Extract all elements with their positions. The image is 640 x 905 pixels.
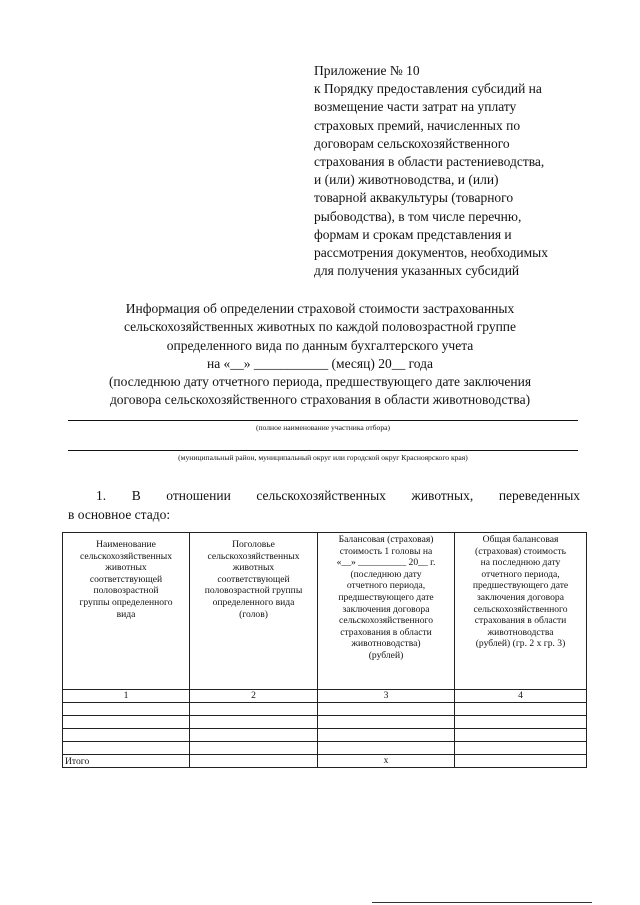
header-line: заключения договора	[477, 591, 564, 603]
appendix-line: для получения указанных субсидий	[314, 263, 520, 279]
header-line: страхования в области	[340, 626, 432, 638]
table-cell	[63, 742, 190, 755]
appendix-line: товарной аквакультуры (товарного	[314, 190, 514, 206]
header-line: Поголовье	[232, 539, 275, 550]
header-line: (рублей)	[368, 649, 404, 661]
appendix-line: к Порядку предоставления субсидий на	[314, 81, 542, 97]
header-line: заключения договора	[342, 603, 430, 615]
paragraph-word: переведенных	[498, 488, 581, 503]
header-line: Общая балансовая	[482, 534, 559, 545]
total-row	[63, 755, 587, 768]
header-total-value	[455, 533, 587, 690]
district-caption: (муниципальный район, муниципальный округ или городской округ Красноярского края)	[178, 453, 468, 462]
column-number: 1	[63, 690, 190, 703]
title-line: определенного вида по данным бухгалтерского учета	[166, 337, 474, 353]
header-line: Наименование	[96, 539, 156, 550]
appendix-line: возмещение части затрат на уплату	[314, 99, 517, 115]
paragraph-word: сельскохозяйственных	[256, 488, 386, 503]
header-line: группы определенного	[79, 596, 173, 608]
table-cell	[63, 703, 190, 716]
appendix-line: страховых премий, начисленных по	[314, 117, 521, 133]
header-name	[63, 533, 190, 690]
appendix-line: страхования в области растениеводства,	[314, 154, 545, 170]
table-cell	[318, 742, 455, 755]
header-line: сельскохозяйственного	[338, 615, 434, 627]
header-line: сельскохозяйственного	[473, 603, 568, 615]
page-bottom-rule	[372, 902, 592, 903]
title-line: сельскохозяйственных животных по каждой половозрастной группе	[123, 319, 517, 335]
header-line: половозрастной	[93, 585, 159, 597]
table-cell	[455, 729, 587, 742]
paragraph-line-2: в основное стадо:	[68, 507, 171, 522]
participant-caption: (полное наименование участника отбора)	[255, 423, 391, 432]
header-line: предшествующего дате	[472, 580, 569, 592]
header-line: (голов)	[239, 608, 268, 620]
appendix-line: формам и срокам представления и	[314, 226, 512, 242]
header-line: на последнюю дату	[480, 557, 561, 569]
appendix-line: и (или) животноводства, и (или)	[314, 172, 499, 188]
header-line: страхования в области	[474, 615, 567, 627]
total-x-mark: х	[318, 755, 455, 768]
document-title	[60, 300, 580, 410]
table-cell	[63, 716, 190, 729]
table-cell	[455, 755, 587, 768]
header-line: соответствующей	[217, 573, 290, 585]
appendix-line: договорам сельскохозяйственного	[314, 135, 510, 151]
table-cell	[190, 729, 318, 742]
table-cell	[63, 729, 190, 742]
title-line: Информация об определении страховой стоимости застрахованных	[125, 301, 515, 316]
appendix-line: рассмотрения документов, необходимых	[314, 245, 548, 261]
table-cell	[455, 742, 587, 755]
table-cell	[190, 755, 318, 768]
paragraph-word: В	[131, 488, 141, 503]
header-line: животноводства	[487, 626, 554, 638]
header-line: животных	[105, 562, 147, 574]
header-line: животных	[232, 562, 275, 574]
section-paragraph	[68, 486, 580, 524]
header-line: половозрастной группы	[204, 585, 303, 597]
header-line: сельскохозяйственных	[79, 550, 173, 562]
table-cell	[190, 742, 318, 755]
table-cell	[190, 703, 318, 716]
table-row	[63, 703, 587, 716]
header-line: стоимость 1 головы на	[339, 545, 433, 557]
total-label: Итого	[63, 755, 190, 768]
column-number-row	[63, 690, 587, 703]
table-row	[63, 742, 587, 755]
header-line: определенного вида	[212, 596, 295, 608]
header-line: сельскохозяйственных	[207, 550, 300, 562]
table-cell	[455, 716, 587, 729]
participant-fill-line	[68, 420, 578, 421]
header-line: соответствующей	[89, 573, 163, 585]
column-number: 4	[455, 690, 587, 703]
table-row	[63, 716, 587, 729]
header-line: животноводства)	[351, 638, 421, 650]
title-line: договора сельскохозяйственного страхования в области животноводства)	[109, 392, 531, 408]
header-line: отчетного периода,	[346, 580, 426, 592]
header-line: Балансовая (страховая)	[338, 534, 434, 545]
header-headcount	[190, 533, 318, 690]
table-cell	[455, 703, 587, 716]
paragraph-word: животных,	[411, 488, 474, 503]
paragraph-line-1	[68, 486, 580, 505]
header-line: (страховая) стоимость	[475, 545, 566, 557]
district-fill-line	[68, 450, 578, 451]
table-cell	[318, 703, 455, 716]
table-cell	[190, 716, 318, 729]
header-line: (последнюю дату	[350, 568, 422, 580]
header-line: (рублей) (гр. 2 х гр. 3)	[475, 638, 566, 650]
column-number: 2	[190, 690, 318, 703]
appendix-header	[314, 62, 614, 280]
header-line: предшествующего дате	[338, 591, 434, 603]
header-line: «__» __________ 20__ г.	[336, 557, 436, 569]
appendix-line: рыбоводства), в том числе перечню,	[314, 208, 522, 224]
title-line: (последнюю дату отчетного периода, предшествующего дате заключения	[108, 374, 532, 390]
header-line: вида	[116, 608, 136, 620]
title-line: на «__» ___________ (месяц) 20__ года	[206, 355, 434, 371]
table-row	[63, 729, 587, 742]
paragraph-word: отношении	[166, 488, 231, 503]
header-unit-value	[318, 533, 455, 690]
paragraph-word: 1.	[96, 488, 107, 503]
column-number: 3	[318, 690, 455, 703]
table-cell	[318, 729, 455, 742]
table-header-row	[63, 533, 587, 690]
table-cell	[318, 716, 455, 729]
header-line: отчетного периода,	[481, 568, 560, 580]
livestock-table	[62, 532, 587, 768]
appendix-line: Приложение № 10	[314, 63, 420, 78]
